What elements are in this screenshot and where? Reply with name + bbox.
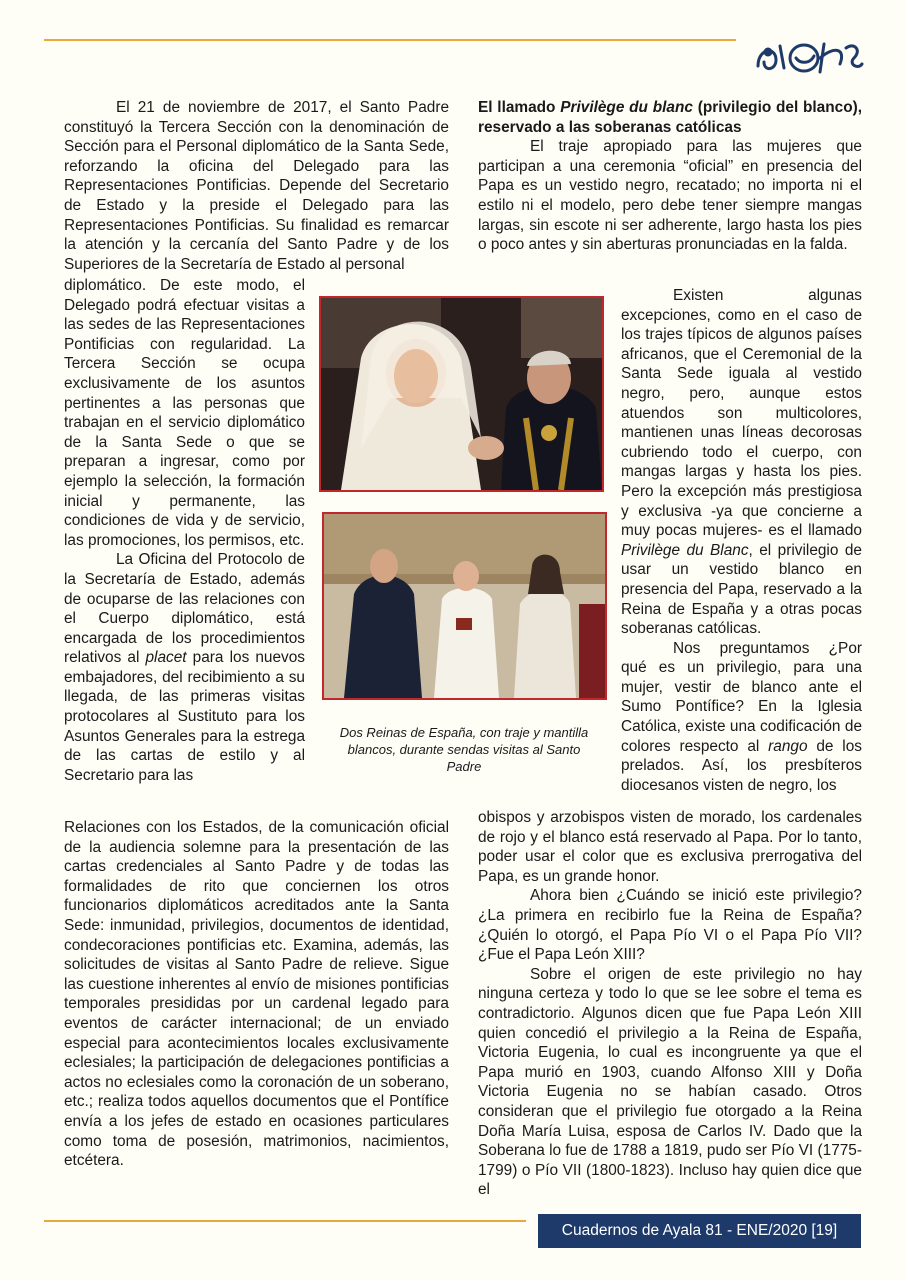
header-rule — [44, 39, 736, 41]
left-column-top — [64, 98, 449, 274]
right-paragraph-5: Sobre el origen de este privilegio no hay ninguna certeza y todo lo que se lee sobre el tema es contradictorio. Algunos dicen que fue Papa León XIII quien concedió el privilegio a la Reina de España, Victoria Eugenia, lo cual es incongruente ya que el Papa murió en 1903, cuando Alfonso XIII y Doña Victoria Eugenia no se habían casado. Otros consideran que el privilegio fue otorgado a la Reina Doña María Luisa, esposa de Carlos IV. Dado que la Soberana lo fue de 1788 a 1819, pudo ser Pío VI (1775-1799) o Pío VII (1800-1823). Incluso hay quien dice que el — [478, 965, 862, 1199]
right-paragraph-4: Ahora bien ¿Cuándo se inició este privilegio? ¿La primera en recibirlo fue la Reina de España? ¿Quién lo otorgó, el Papa Pío VI o el Papa Pío VII? ¿Fue el Papa León XIII? — [478, 887, 862, 964]
photo-caption: Dos Reinas de España, con traje y mantilla blancos, durante sendas visitas al Santo Padre — [339, 725, 589, 774]
right-column-bottom — [478, 808, 862, 1200]
photo-2-illustration — [324, 514, 605, 698]
left-paragraph-2-bottom: Relaciones con los Estados, de la comunicación oficial de la audiencia solemne para la presentación de las cartas credenciales al Santo Padre y de todas las formalidades de rito que conciernen los otros funcionarios diplomáticos acreditados ante la Santa Sede: inmunidad, privilegios, documentos de identidad, condecoraciones pontificias etc. Examina, además, las solicitudes de visitas al Santo Padre de relieve. Sigue las cuestione inherentes al envío de misiones pontificias temporales presididas por un cardenal legado para eventos de carácter internacional; de un enviado especial para acontecimientos locales exclusivamente eclesiales; la participación de delegaciones pontificias a actos no eclesiales como la coronación de un soberano, etc.; realiza todos aquellos documentos que el Pontífice envía a los jefes de estado en ocasiones particulares como toma de posesión, matrimonios, nacimientos, etcétera. — [64, 819, 449, 1170]
section-heading: El llamado Privilège du blanc (privilegio del blanco), reservado a las soberanas católicas — [478, 99, 863, 136]
ayala-logo-icon — [754, 38, 864, 78]
photo-queen-sofia-and-king — [319, 296, 604, 492]
footer-rule — [44, 1220, 526, 1222]
photo-king-felipe-queen-letizia-pope — [322, 512, 607, 700]
footer-page-label: Cuadernos de Ayala 81 - ENE/2020 [19] — [538, 1214, 861, 1248]
left-paragraph-1-side: diplomático. De este modo, el Delegado podrá efectuar visitas a las sedes de las Representaciones Pontificias con regularidad. La Tercera Sección se ocupa exclusivamente de los asuntos pertinentes a las personas que trabajan en el servicio diplomático de la Santa Sede o que se preparan a ingresar, como por ejemplo la selección, la formación inicial y permanente, las condiciones de vida y de servicio, las promociones, los permisos, etc. — [64, 277, 305, 549]
right-paragraph-2: Existen algunas excepciones, como en el caso de los trajes típicos de algunos países africanos, que el Ceremonial de la Santa Sede iguala al vestido negro, pero, aunque estos atuendos son multicolores, mantienen unas líneas decorosas cubriendo todo el cuerpo, con mangas largas y hasta los pies. Pero la excepción más prestigiosa y exclusiva -ya que concierne a muy pocas mujeres- es el llamado Privilège du Blanc, el privilegio de usar un vestido blanco en presencia del Papa, reservado a la Reina de España y a otras pocas soberanas católicas. — [621, 287, 862, 638]
left-column-bottom — [64, 818, 449, 1171]
photo-1-illustration — [321, 298, 602, 490]
right-paragraph-3-side: Nos preguntamos ¿Por qué es un privilegio, para una mujer, vestir de blanco ante el Sumo Pontífice? En la Iglesia Católica, existe una codificación de colores respecto al rango de los prelados. Así, los presbíteros diocesanos visten de negro, los — [621, 639, 862, 794]
right-column-side — [621, 286, 862, 795]
left-column-side — [64, 276, 305, 785]
left-paragraph-2-side: La Oficina del Protocolo de la Secretaría de Estado, además de ocuparse de las relaciones con el Cuerpo diplomático, está encargada de los procedimientos relativos al placet para los nuevos embajadores, del recibimiento a su llegada, de las primeras visitas protocolares al Sustituto para los Asuntos Generales para la estrega de las cartas de estilo y al Secretario para las — [64, 551, 305, 784]
right-column-top — [478, 98, 862, 255]
right-paragraph-1: El traje apropiado para las mujeres que participan a una ceremonia “oficial” en presencia del Papa es un vestido negro, recatado; no importa ni el estilo ni el modelo, pero debe tener siempre mangas largas, sin escote ni ser adherente, largo hasta los pies o poco antes y sin aberturas pronunciadas en la falda. — [478, 138, 862, 254]
right-paragraph-3-bottom: obispos y arzobispos visten de morado, los cardenales de rojo y el blanco está reservado al Papa. Por lo tanto, poder usar el color que es exclusiva prerrogativa del Papa, es un grande honor. — [478, 809, 862, 885]
left-paragraph-1-top: El 21 de noviembre de 2017, el Santo Padre constituyó la Tercera Sección con la denominación de Sección para el Personal diplomático de la Santa Sede, reforzando la oficina del Delegado para las Representaciones Pontificias. Depende del Secretario de Estado y la preside el Delegado para las Representaciones Pontificias. Su finalidad es remarcar la atención y la cercanía del Santo Padre y de los Superiores de la Secretaría de Estado al personal — [64, 99, 449, 273]
